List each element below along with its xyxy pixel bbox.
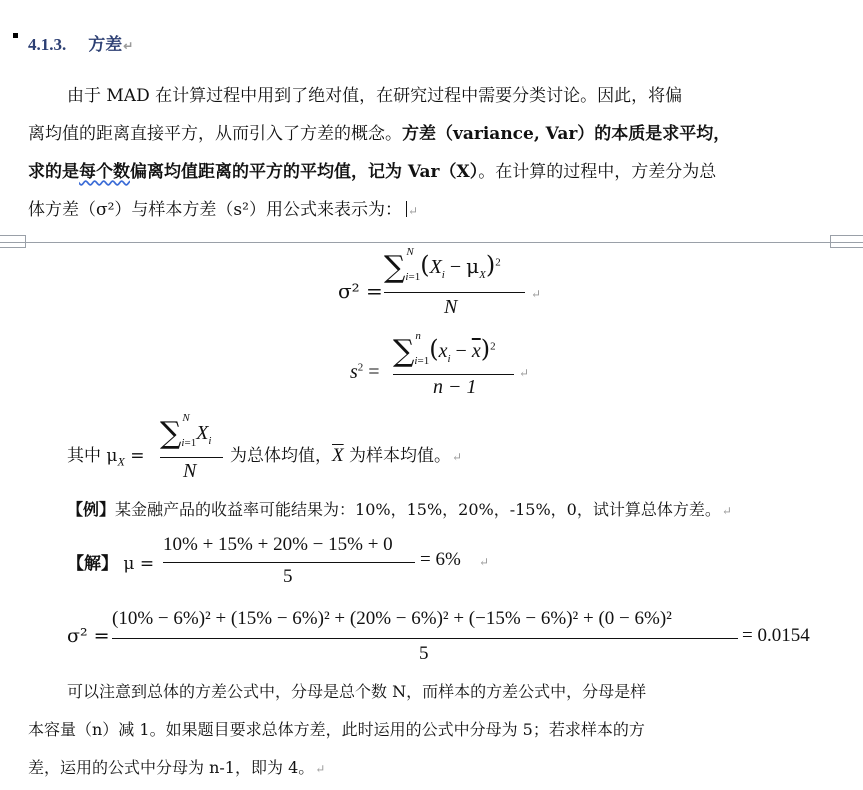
solution-numerator: 10% + 15% + 20% − 15% + 0	[163, 534, 393, 555]
paragraph-mark-icon: ↵	[531, 287, 542, 301]
definition-denominator: N	[183, 460, 197, 482]
solution-fraction-bar	[163, 562, 415, 563]
formula1-fraction-bar	[384, 292, 525, 293]
para2-line1: 可以注意到总体的方差公式中，分母是总个数 N，而样本的方差公式中，分母是样	[67, 682, 647, 701]
variance-result: = 0.0154	[742, 625, 810, 646]
para2-line2: 本容量（n）减 1。如果题目要求总体方差，此时运用的公式中分母为 5；若求样本的方	[28, 720, 645, 739]
spellcheck-underline-word: 每个数	[79, 162, 130, 182]
paragraph-mark-icon: ↵	[315, 762, 326, 776]
variance-fraction-bar	[112, 638, 738, 639]
solution-denominator: 5	[283, 566, 293, 587]
para1-line3-bold-a: 求的是	[28, 162, 79, 182]
para1-line2-bold: 方差（variance, Var）的本质是求平均，	[402, 124, 731, 144]
para1-line3	[28, 157, 716, 182]
formula2-denominator: n − 1	[433, 376, 477, 398]
formula1-lhs: σ² =	[338, 279, 383, 303]
para1-line4[interactable]	[28, 195, 418, 220]
variance-lhs: σ² =	[67, 625, 110, 647]
section-heading	[28, 30, 133, 55]
paragraph-mark-icon: ↵	[479, 555, 490, 569]
para2-line3-text: 差，运用的公式中分母为 n-1，即为 4。	[28, 758, 315, 777]
solution-label: 【解】 μ =	[67, 554, 155, 574]
paragraph-mark-icon: ↵	[407, 204, 419, 218]
paragraph-mark-icon: ↵	[519, 366, 530, 380]
section-number: 4.1.3.	[28, 35, 67, 54]
para1-line1: 由于 MAD 在计算过程中用到了绝对值，在研究过程中需要分类讨论。因此，将偏	[67, 86, 683, 106]
example-label: 【例】	[67, 500, 116, 519]
variance-numerator: (10% − 6%)² + (15% − 6%)² + (20% − 6%)² + (−15% − 6%)² + (0 − 6%)²	[112, 608, 672, 629]
formula1-denominator: N	[444, 296, 458, 318]
text-cursor	[406, 201, 407, 217]
para1-line3-plain: 。在计算的过程中，方差分为总	[478, 162, 717, 182]
definition-tail: 为总体均值，$\overline{X}$ 为样本均值。↵	[230, 445, 463, 466]
section-break-line	[0, 242, 863, 243]
example-line: 【例】某金融产品的收益率可能结果为：10%，15%，20%，-15%，0，试计算总体方差。↵	[67, 500, 732, 519]
heading-bullet	[13, 33, 18, 38]
definition-prefix: 其中 $\mu_X$ =	[67, 446, 145, 469]
section-break-marker-right	[830, 235, 863, 248]
formula2-numerator: ∑ n $_{i=1}(x_i - \overline{x})^2$	[393, 330, 496, 369]
example-text: 某金融产品的收益率可能结果为：10%，15%，20%，-15%，0，试计算总体方差。	[115, 500, 721, 519]
formula1-numerator: ∑ N $_{i=1}(X_i - \mu_X)^2$	[384, 246, 501, 285]
para1-line2	[28, 119, 730, 144]
variance-denominator: 5	[419, 643, 429, 664]
section-title: 方差	[88, 35, 123, 54]
definition-fraction-bar	[160, 457, 223, 458]
para1-line3-bold-b: 偏离均值距离的平方的平均值，记为 Var（X）	[130, 162, 479, 182]
definition-numerator: ∑ N $_{i=1}X_i$	[160, 412, 212, 451]
para1-line2-plain: 离均值的距离直接平方，从而引入了方差的概念。	[28, 124, 402, 144]
formula2-lhs: $s^2$ =	[350, 361, 380, 383]
para2-line3	[28, 755, 325, 778]
solution-result: = 6%	[420, 549, 461, 570]
paragraph-mark-icon: ↵	[123, 39, 134, 53]
formula2-fraction-bar	[393, 374, 514, 375]
para1-line4-text: 体方差（σ²）与样本方差（s²）用公式来表示为：	[28, 200, 402, 220]
